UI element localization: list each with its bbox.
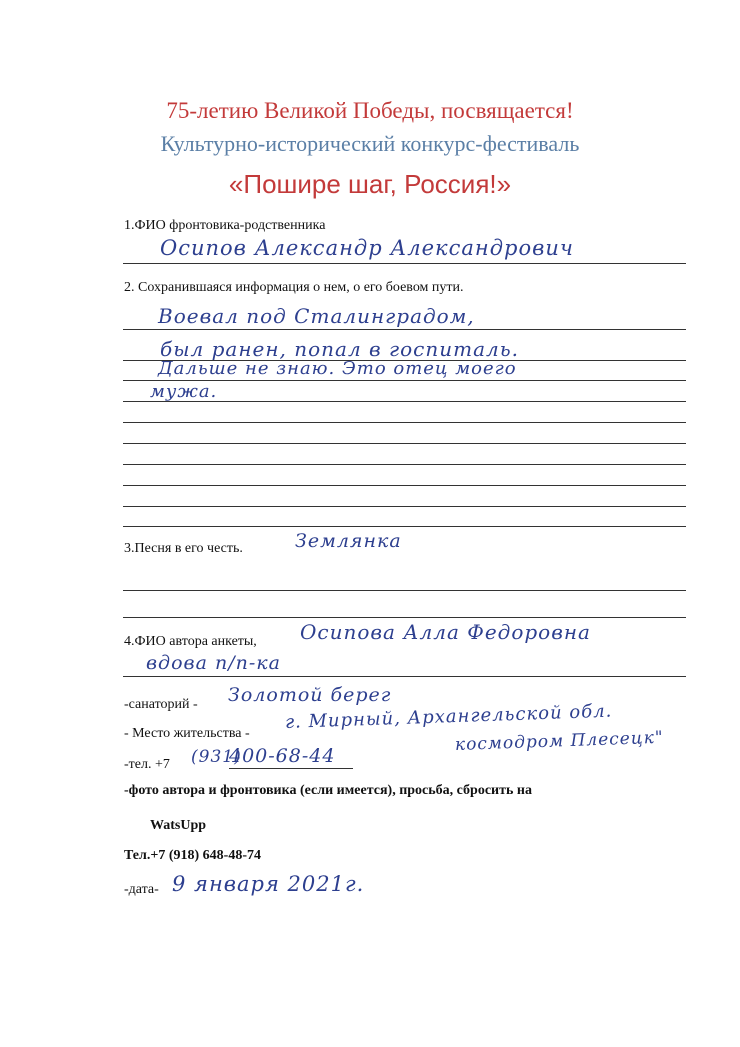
q2-line-10 (123, 526, 686, 527)
q4-answer: Осипова Алла Федоровна (300, 620, 591, 644)
date-label: -дата- (124, 882, 159, 897)
q3-line-1 (123, 590, 686, 591)
q2-label: 2. Сохранившаяся информация о нем, о его боевом пути. (124, 280, 464, 295)
photo-note: -фото автора и фронтовика (если имеется), просьба, сбросить на (124, 783, 532, 798)
q2-answer-line-1: Воевал под Сталинградом, (158, 304, 475, 328)
q1-answer-line (123, 263, 686, 264)
q2-answer-line-4: мужа. (150, 381, 218, 402)
residence-value-2: космодром Плесецк" (454, 727, 664, 755)
phone-label: -тел. +7 (124, 757, 170, 772)
residence-value-1: г. Мирный, Архангельской обл. (284, 700, 613, 733)
sanatorium-label: -санаторий - (124, 697, 198, 712)
q2-answer-line-3: Дальше не знаю. Это отец моего (158, 358, 517, 379)
q2-line-5 (123, 422, 686, 423)
q4-answer-2: вдова п/п-ка (146, 652, 281, 674)
header-festival: Культурно-исторический конкурс-фестиваль (160, 131, 580, 156)
q3-line-2 (123, 617, 686, 618)
q2-line-7 (123, 464, 686, 465)
q2-line-1 (123, 329, 686, 330)
q2-line-8 (123, 485, 686, 486)
residence-label: - Место жительства - (124, 726, 250, 741)
phone-number: 400-68-44 (229, 745, 353, 769)
phone-code: (931) (191, 747, 242, 767)
photo-note-messenger: WatsUpp (150, 818, 207, 833)
q3-answer: Землянка (295, 530, 402, 552)
q2-line-9 (123, 506, 686, 507)
sanatorium-value: Золотой берег (228, 684, 392, 706)
header-festival-title: «Пошире шаг, Россия!» (228, 169, 512, 199)
q4-label: 4.ФИО автора анкеты, (124, 634, 257, 649)
q1-label: 1.ФИО фронтовика-родственника (124, 218, 326, 233)
q2-line-4 (123, 401, 686, 402)
date-value: 9 января 2021г. (172, 872, 365, 896)
q2-answer-line-2: был ранен, попал в госпиталь. (160, 337, 520, 361)
contact-phone: Тел.+7 (918) 648-48-74 (124, 848, 261, 863)
q3-label: 3.Песня в его честь. (124, 541, 243, 556)
q1-answer: Осипов Александр Александрович (160, 236, 574, 260)
q4-line (123, 676, 686, 677)
header-dedication: 75-летию Великой Победы, посвящается! (166, 98, 574, 123)
q2-line-6 (123, 443, 686, 444)
